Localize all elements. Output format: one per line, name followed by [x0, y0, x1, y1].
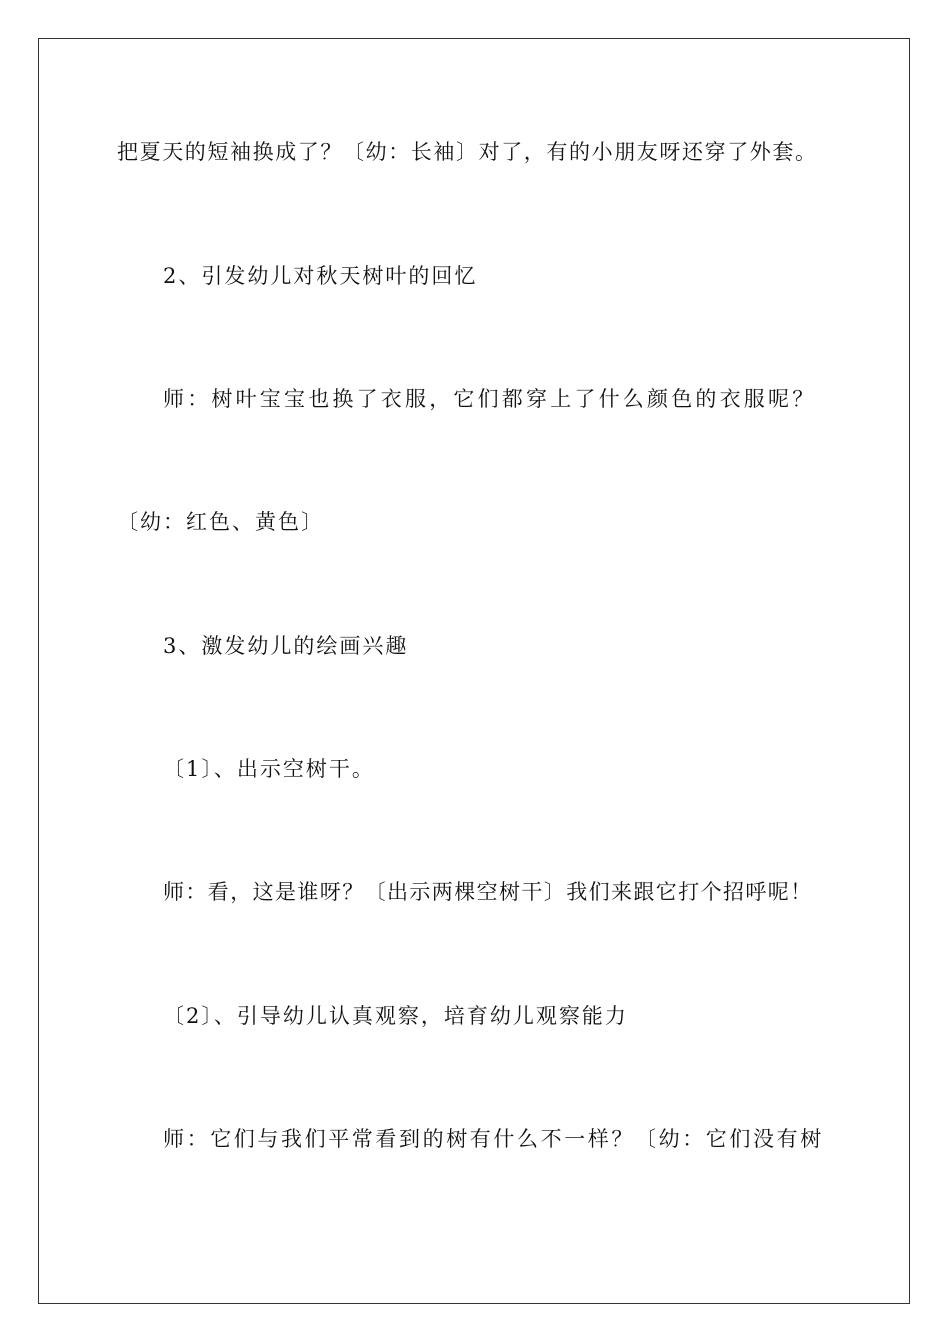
- paragraph-text: 师：树叶宝宝也换了衣服，它们都穿上了什么颜色的衣服呢？: [163, 387, 817, 411]
- paragraph-text: 〔幼：红色、黄色〕: [117, 510, 324, 534]
- page-border: [38, 38, 910, 1304]
- subsection-heading: 〔2〕、引导幼儿认真观察，培育幼儿观察能力: [163, 1004, 628, 1028]
- paragraph-text: 师：它们与我们平常看到的树有什么不一样？〔幼：它们没有树: [163, 1127, 824, 1151]
- section-heading: 2、引发幼儿对秋天树叶的回忆: [163, 264, 478, 288]
- paragraph-text: 师：看，这是谁呀？〔出示两棵空树干〕我们来跟它打个招呼呢！: [163, 880, 813, 904]
- subsection-heading: 〔1〕、出示空树干。: [163, 757, 375, 781]
- section-heading: 3、激发幼儿的绘画兴趣: [163, 634, 409, 658]
- paragraph-text: 把夏天的短袖换成了？〔幼：长袖〕对了，有的小朋友呀还穿了外套。: [117, 140, 818, 164]
